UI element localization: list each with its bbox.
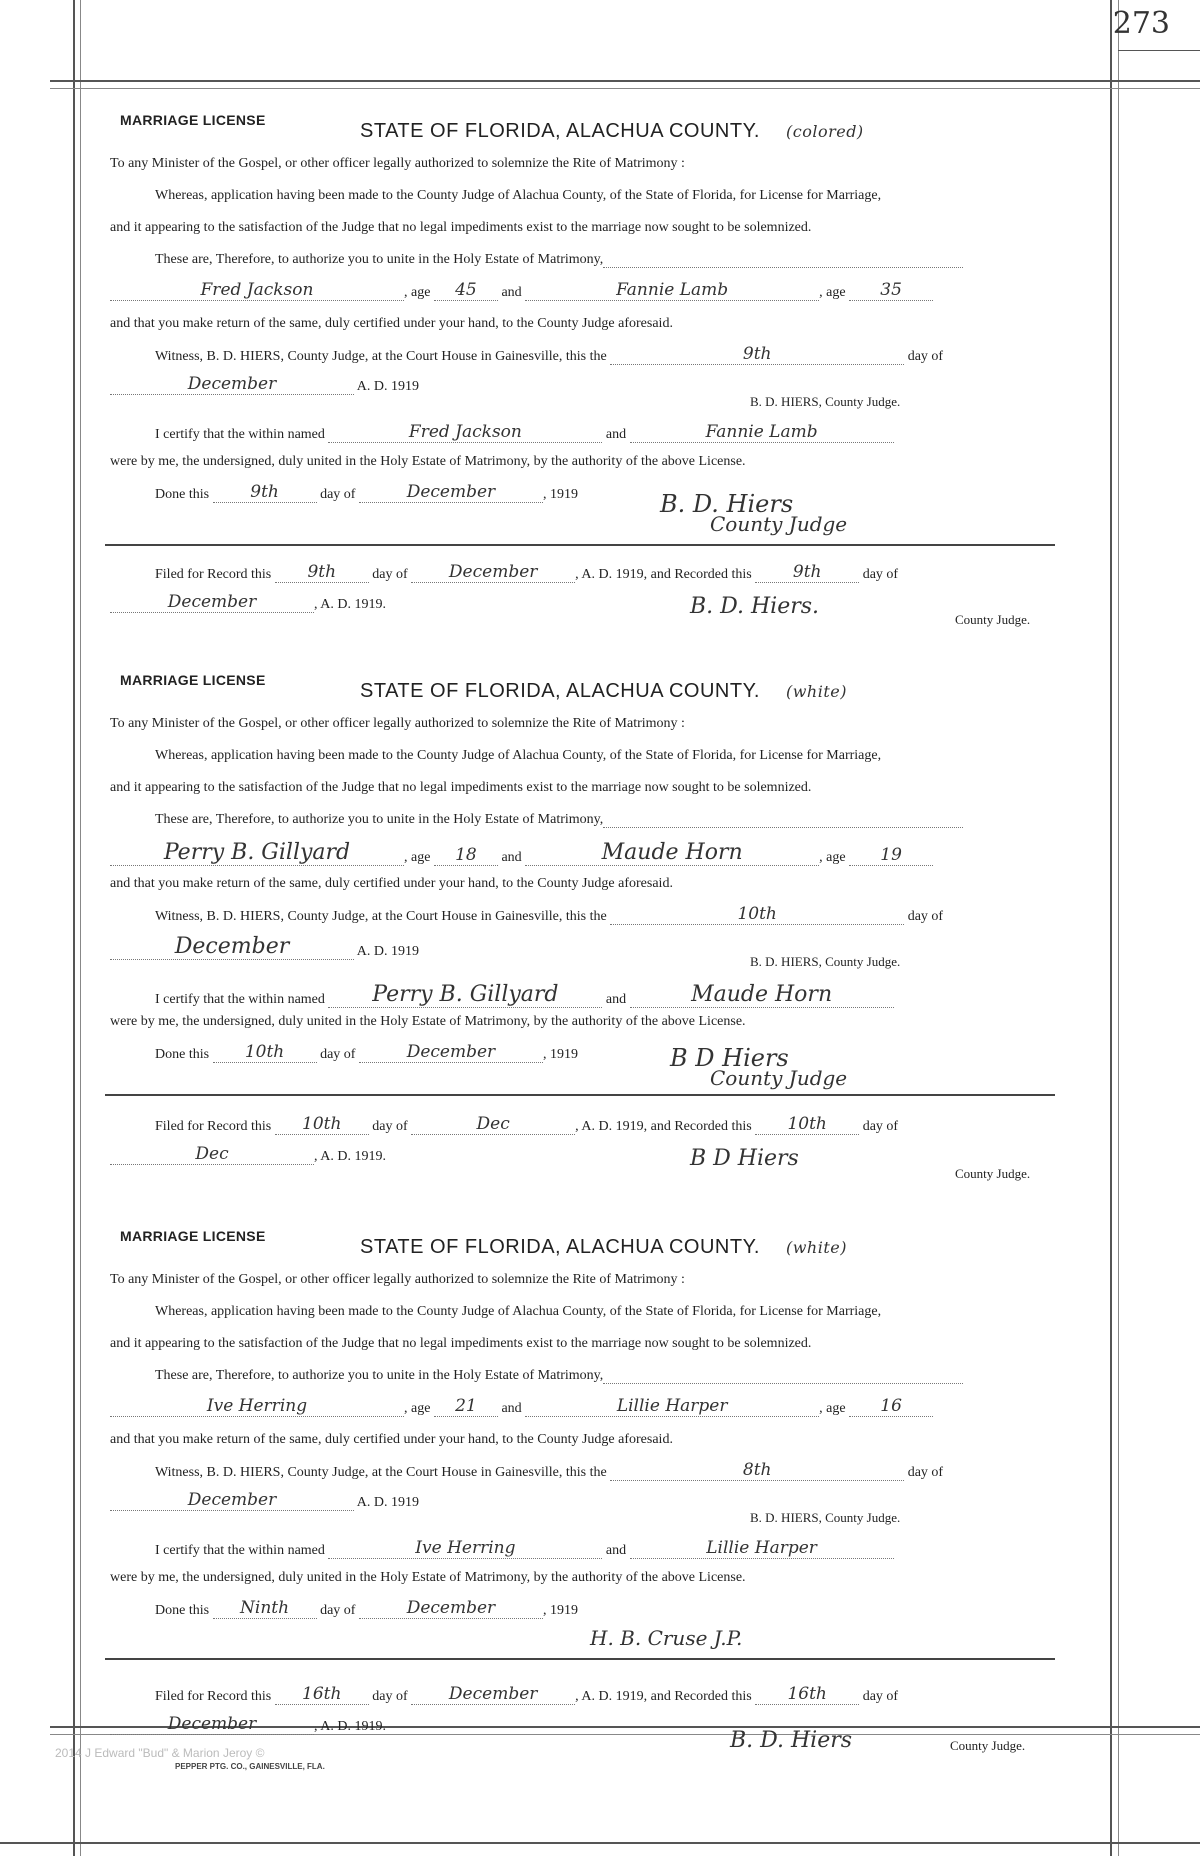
bride-age: 16 [849,1396,933,1417]
groom-age: 18 [434,845,498,866]
ad-recorded: , A. D. 1919, and Recorded this [575,1689,752,1704]
day-of-label: day of [862,1119,899,1134]
day-of-label: day of [907,1465,944,1480]
recorded-month: December [110,592,314,613]
and-label: and [501,1401,522,1416]
witness-line [155,904,943,925]
parties-line [110,1396,933,1417]
day-of-short: day of [320,487,356,502]
filed-line [155,562,898,583]
done-line [155,1042,578,1063]
top-rule-2 [50,88,1200,89]
cert-groom: Fred Jackson [328,422,602,443]
day-of-label: day of [907,349,944,364]
and-label: and [501,285,522,300]
witness-month: December [110,374,354,395]
filed-text: Filed for Record this [155,1119,272,1134]
left-margin-rule-inner [80,0,81,1856]
license-title [360,120,864,143]
these-are-text: These are, Therefore, to authorize you to unite in the Holy Estate of Matrimony, [155,252,604,267]
filed-text: Filed for Record this [155,567,272,582]
license-1 [110,112,1060,652]
license-title [360,680,847,703]
done-day: Ninth [213,1598,317,1619]
recorded-month-line [110,1714,386,1735]
cert-bride: Fannie Lamb [630,422,894,443]
page-bottom-rule [0,1842,1200,1844]
bride-name: Maude Horn [525,840,819,866]
appearing-line: and it appearing to the satisfaction of the Judge that no legal impediments exist to the marriage now sought to be solemnized. [110,1336,812,1351]
groom-age: 45 [434,280,498,301]
age-label: , age [404,285,431,300]
filed-line [155,1114,898,1135]
ad-end: , A. D. 1919. [314,1719,386,1734]
done-line [155,1598,578,1619]
certify-line [155,422,894,443]
license-3 [110,1228,1060,1768]
copyright-watermark: 2014 J Edward "Bud" & Marion Jeroy © [55,1746,265,1760]
license-title-text: STATE OF FLORIDA, ALACHUA COUNTY. [360,120,760,142]
officiant-signature: B. D. Hiers [660,490,794,518]
county-judge-label: County Judge. [955,612,1031,627]
filed-month: Dec [411,1114,575,1135]
filed-line [155,1684,898,1705]
officiant-title: County Judge [710,1066,848,1090]
page-number: 273 [1112,6,1170,41]
groom-name: Fred Jackson [110,280,404,301]
year-short: , 1919 [542,1603,578,1618]
bride-name: Fannie Lamb [525,280,819,301]
these-are-line [155,252,963,268]
ad-label: A. D. 1919 [356,379,419,394]
return-line: and that you make return of the same, duly certified under your hand, to the County Judge aforesaid. [110,876,673,891]
parties-line [110,280,933,301]
day-of-label: day of [372,567,408,582]
to-minister-line: To any Minister of the Gospel, or other officer legally authorized to solemnize the Rite of Matrimony : [110,156,685,171]
ad-label: A. D. 1919 [356,944,419,959]
witness-text: Witness, B. D. HIERS, County Judge, at the Court House in Gainesville, this the [155,909,607,924]
dotted-line [603,1383,963,1384]
certify-line [155,982,894,1008]
age-label: , age [404,1401,431,1416]
witness-line [155,1460,943,1481]
parties-line [110,840,933,866]
day-of-short: day of [320,1603,356,1618]
race-note: (colored) [785,122,864,141]
and-label: and [605,992,627,1007]
day-of-label: day of [862,1689,899,1704]
cert-groom: Ive Herring [328,1538,602,1559]
recorded-day: 16th [755,1684,859,1705]
witness-day: 9th [610,344,904,365]
county-judge-signature-print: B. D. HIERS, County Judge. [750,394,901,409]
bride-age: 19 [849,845,933,866]
ad-end: , A. D. 1919. [314,1149,386,1164]
printer-imprint: PEPPER PTG. CO., GAINESVILLE, FLA. [175,1762,325,1771]
witness-text: Witness, B. D. HIERS, County Judge, at the Court House in Gainesville, this the [155,349,607,364]
officiant-signature: H. B. Cruse J.P. [590,1626,743,1650]
witness-month: December [110,934,354,960]
groom-name: Ive Herring [110,1396,404,1417]
recorded-month: December [110,1714,314,1735]
race-note: (white) [785,1238,847,1257]
these-are-line [155,812,963,828]
age-label: , age [819,285,846,300]
section-divider [105,544,1055,546]
witness-month-line [110,934,419,960]
these-are-text: These are, Therefore, to authorize you to unite in the Holy Estate of Matrimony, [155,812,604,827]
certify-text: I certify that the within named [155,1543,325,1558]
age-label: , age [819,1401,846,1416]
to-minister-line: To any Minister of the Gospel, or other officer legally authorized to solemnize the Rite of Matrimony : [110,716,685,731]
officiant-signature: B D Hiers [670,1044,789,1072]
day-of-label: day of [862,567,899,582]
county-judge-label: County Judge. [955,1166,1031,1181]
filed-day: 16th [275,1684,369,1705]
recorded-month-line [110,592,386,613]
dotted-line [603,827,963,828]
filed-day: 10th [275,1114,369,1135]
ad-recorded: , A. D. 1919, and Recorded this [575,1119,752,1134]
recorded-day: 9th [755,562,859,583]
day-of-short: day of [320,1047,356,1062]
section-divider [105,1658,1055,1660]
section-divider [105,1094,1055,1096]
done-line [155,482,578,503]
whereas-line: Whereas, application having been made to the County Judge of Alachua County, of the State of Florida, for License for Marriage, [155,1304,882,1319]
whereas-line: Whereas, application having been made to the County Judge of Alachua County, of the State of Florida, for License for Marriage, [155,748,882,763]
day-of-label: day of [372,1689,408,1704]
done-day: 9th [213,482,317,503]
recorder-signature: B D Hiers [690,1146,799,1171]
whereas-line: Whereas, application having been made to the County Judge of Alachua County, of the State of Florida, for License for Marriage, [155,188,882,203]
certify-line [155,1538,894,1559]
license-title-text: STATE OF FLORIDA, ALACHUA COUNTY. [360,1236,760,1258]
done-month: December [359,1042,543,1063]
groom-age: 21 [434,1396,498,1417]
day-of-label: day of [372,1119,408,1134]
these-are-line [155,1368,963,1384]
these-are-text: These are, Therefore, to authorize you to unite in the Holy Estate of Matrimony, [155,1368,604,1383]
witness-month: December [110,1490,354,1511]
done-text: Done this [155,1603,210,1618]
license-heading: MARRIAGE LICENSE [120,672,266,688]
license-title-text: STATE OF FLORIDA, ALACHUA COUNTY. [360,680,760,702]
year-short: , 1919 [542,1047,578,1062]
ad-recorded: , A. D. 1919, and Recorded this [575,567,752,582]
and-label: and [501,850,522,865]
cert-groom: Perry B. Gillyard [328,982,602,1008]
cert-bride: Maude Horn [630,982,894,1008]
right-margin-rule-inner [1118,0,1119,1856]
pagenum-box-rule [1118,50,1200,51]
year-short: , 1919 [542,487,578,502]
recorded-month-line [110,1144,386,1165]
certify-text: I certify that the within named [155,427,325,442]
recorder-signature: B. D. Hiers [730,1728,853,1753]
appearing-line: and it appearing to the satisfaction of the Judge that no legal impediments exist to the marriage now sought to be solemnized. [110,780,812,795]
filed-day: 9th [275,562,369,583]
done-month: December [359,1598,543,1619]
witness-month-line [110,374,419,395]
ad-end: , A. D. 1919. [314,597,386,612]
recorded-month: Dec [110,1144,314,1165]
left-margin-rule [73,0,75,1856]
top-rule [50,80,1200,82]
recorder-signature: B. D. Hiers. [690,594,820,619]
license-heading: MARRIAGE LICENSE [120,1228,266,1244]
appearing-line: and it appearing to the satisfaction of the Judge that no legal impediments exist to the marriage now sought to be solemnized. [110,220,812,235]
dotted-line [603,267,963,268]
county-judge-label: County Judge. [950,1738,1026,1753]
age-label: , age [404,850,431,865]
done-text: Done this [155,1047,210,1062]
right-margin-rule [1110,0,1112,1856]
day-of-label: day of [907,909,944,924]
cert-bride: Lillie Harper [630,1538,894,1559]
license-heading: MARRIAGE LICENSE [120,112,266,128]
bride-age: 35 [849,280,933,301]
officiant-title: County Judge [710,512,848,536]
witness-day: 10th [610,904,904,925]
witness-line [155,344,943,365]
were-by-me-line: were by me, the undersigned, duly united in the Holy Estate of Matrimony, by the authority of the above License. [110,1014,746,1029]
done-day: 10th [213,1042,317,1063]
were-by-me-line: were by me, the undersigned, duly united in the Holy Estate of Matrimony, by the authority of the above License. [110,454,746,469]
age-label: , age [819,850,846,865]
recorded-day: 10th [755,1114,859,1135]
done-text: Done this [155,487,210,502]
were-by-me-line: were by me, the undersigned, duly united in the Holy Estate of Matrimony, by the authority of the above License. [110,1570,746,1585]
witness-day: 8th [610,1460,904,1481]
and-label: and [605,427,627,442]
license-2 [110,672,1060,1212]
return-line: and that you make return of the same, duly certified under your hand, to the County Judge aforesaid. [110,1432,673,1447]
ad-label: A. D. 1919 [356,1495,419,1510]
filed-text: Filed for Record this [155,1689,272,1704]
race-note: (white) [785,682,847,701]
groom-name: Perry B. Gillyard [110,840,404,866]
done-month: December [359,482,543,503]
license-title [360,1236,847,1259]
county-judge-signature-print: B. D. HIERS, County Judge. [750,1510,901,1525]
county-judge-signature-print: B. D. HIERS, County Judge. [750,954,901,969]
filed-month: December [411,1684,575,1705]
bride-name: Lillie Harper [525,1396,819,1417]
witness-month-line [110,1490,419,1511]
and-label: and [605,1543,627,1558]
to-minister-line: To any Minister of the Gospel, or other officer legally authorized to solemnize the Rite of Matrimony : [110,1272,685,1287]
certify-text: I certify that the within named [155,992,325,1007]
filed-month: December [411,562,575,583]
witness-text: Witness, B. D. HIERS, County Judge, at the Court House in Gainesville, this the [155,1465,607,1480]
return-line: and that you make return of the same, duly certified under your hand, to the County Judge aforesaid. [110,316,673,331]
